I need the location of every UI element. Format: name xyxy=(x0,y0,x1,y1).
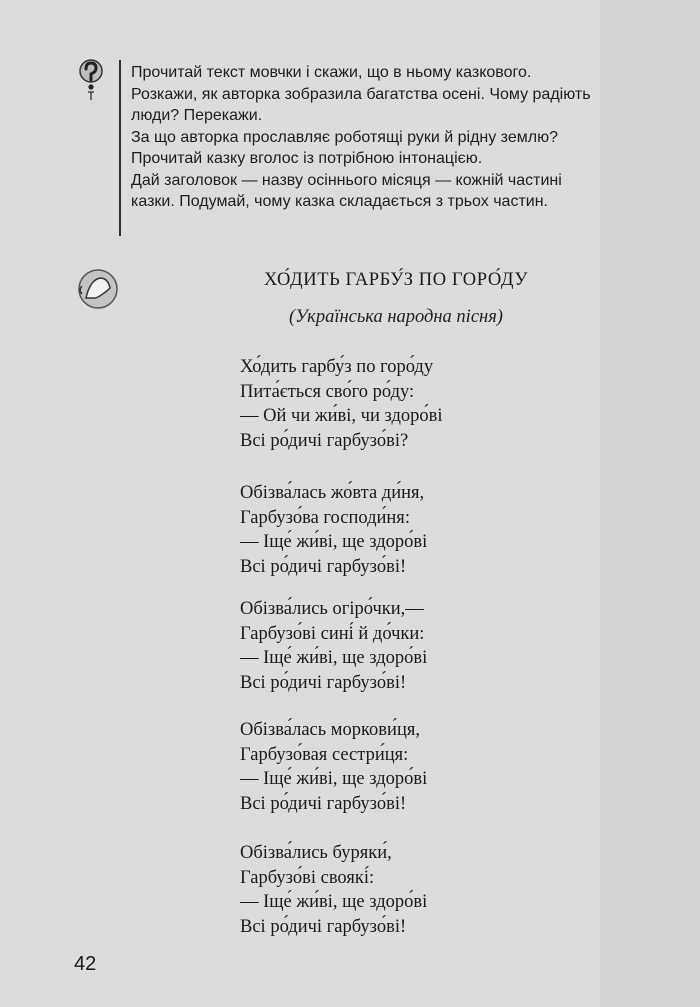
verse-line: Всі ро́дичі гарбузо́ві! xyxy=(240,556,407,577)
song-subtitle: (Українська народна пісня) xyxy=(289,307,503,327)
stanza-3 xyxy=(240,597,427,695)
verse-line: — Іще́ жи́ві, ще здоро́ві xyxy=(240,532,428,553)
question-line: Прочитай текст мовчки і скажи, що в ньому казкового. xyxy=(131,64,532,81)
verse-line: — Ой чи жи́ві, чи здоро́ві xyxy=(240,406,443,427)
question-line: Розкажи, як авторка зобразила багатства осені. Чому радіють xyxy=(131,85,591,103)
verse-line: Гарбузо́ві сині́ й до́чки: xyxy=(240,623,425,644)
page-number: 42 xyxy=(74,953,97,975)
verse-line: Всі ро́дичі гарбузо́ві! xyxy=(240,793,407,814)
page-edge-shadow xyxy=(600,0,700,1007)
question-line: За що авторка прославляє роботящі руки й рідну землю? xyxy=(131,128,558,146)
verse-line: Обізва́лась моркови́ця, xyxy=(240,720,420,740)
stanza-2 xyxy=(240,481,427,579)
verse-line: Всі ро́дичі гарбузо́ві? xyxy=(240,430,409,451)
verse-line: Обізва́лись буряки́, xyxy=(240,843,392,863)
questions-divider xyxy=(119,60,121,236)
verse-line: — Іще́ жи́ві, ще здоро́ві xyxy=(240,769,428,790)
question-line: Прочитай казку вголос із потрібною інтонацією. xyxy=(131,150,483,167)
verse-line: Гарбузо́ва господи́ня: xyxy=(240,507,410,528)
verse-line: Обізва́лась жо́вта ди́ня, xyxy=(240,483,425,503)
stanza-1 xyxy=(240,355,443,453)
song-title: ХО́ДИТЬ ГАРБУ́З ПО ГОРО́ДУ xyxy=(263,270,529,290)
question-mark-icon xyxy=(76,58,106,102)
verse-line: Гарбузо́вая сестри́ця: xyxy=(240,744,409,765)
question-line: Дай заголовок — назву осіннього місяця — кожній частині xyxy=(131,171,562,189)
stanza-5 xyxy=(240,841,427,939)
stanza-4 xyxy=(240,718,427,816)
verse-line: Пита́ється сво́го ро́ду: xyxy=(240,381,415,402)
verse-line: Всі ро́дичі гарбузо́ві! xyxy=(240,916,407,937)
question-line: люди? Перекажи. xyxy=(131,107,263,124)
verse-line: — Іще́ жи́ві, ще здоро́ві xyxy=(240,648,428,669)
questions-block xyxy=(131,62,601,213)
question-line: казки. Подумай, чому казка складається з трьох частин. xyxy=(131,193,548,210)
verse-line: Всі ро́дичі гарбузо́ві! xyxy=(240,672,407,693)
verse-line: Обізва́лись огіро́чки,— xyxy=(240,599,424,619)
verse-line: — Іще́ жи́ві, ще здоро́ві xyxy=(240,892,428,913)
verse-line: Гарбузо́ві своякі́: xyxy=(240,867,375,888)
verse-line: Хо́дить гарбу́з по горо́ду xyxy=(240,357,434,377)
